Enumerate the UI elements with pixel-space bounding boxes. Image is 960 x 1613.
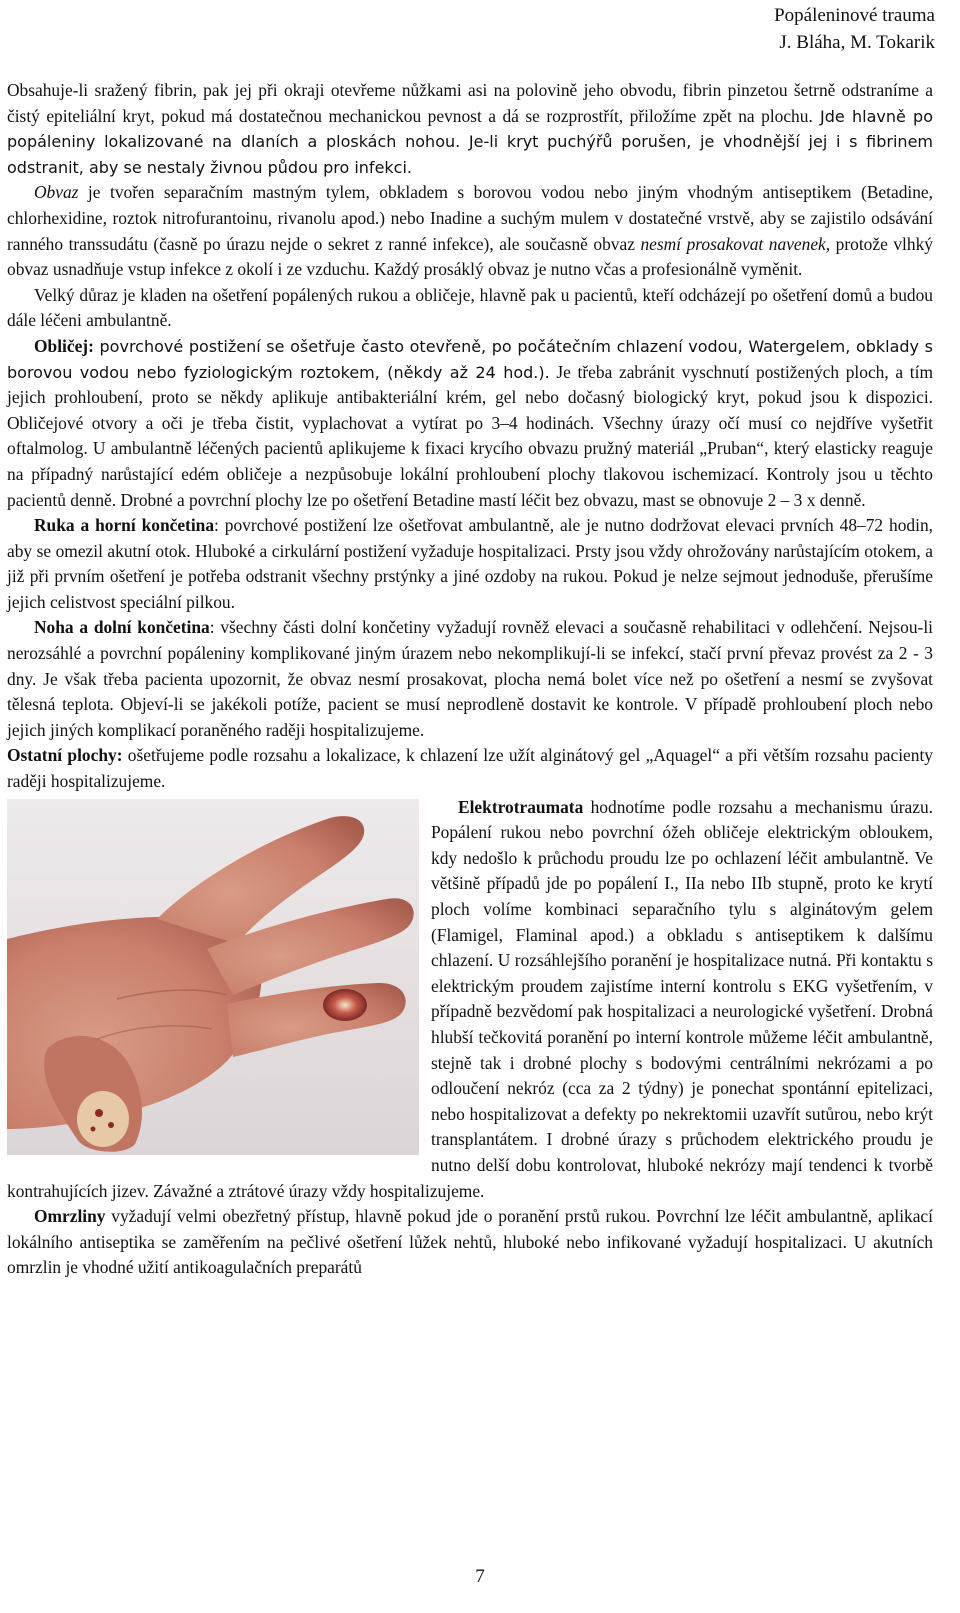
heading-frostbite: Omrzliny	[34, 1206, 106, 1227]
paragraph-text: ošetřujeme podle rozsahu a lokalizace, k chlazení lze užít alginátový gel „Aquagel“ a při větším rozsahu pacienty raději hospitalizujeme.	[7, 745, 933, 792]
paragraph-hands-face: Velký důraz je kladen na ošetření popálených rukou a obličeje, hlavně pak u pacientů, kteří odcházejí po ošetření domů a budou dále léčeni ambulantně.	[7, 284, 933, 331]
paragraph-text-sans: Jde hlavně po popáleniny lokalizované na dlaních a ploskách nohou. Je-li kryt puchýřů porušen, je vhodnější jej i s fibrinem odstranit, aby se nestaly živnou půdou pro infekci.	[7, 106, 934, 177]
heading-other: Ostatní plochy:	[7, 745, 123, 766]
paragraph-dressing	[7, 180, 933, 282]
header-authors: J. Bláha, M. Tokarik	[779, 32, 935, 53]
heading-hand: Ruka a horní končetina	[34, 515, 215, 536]
page-number: 7	[475, 1566, 485, 1587]
paragraph-fibrin	[7, 78, 933, 180]
heading-electro: Elektrotraumata	[458, 796, 584, 817]
paragraph-text: Je třeba zabránit vyschnutí postižených ploch, a tím jejich prohloubení, proto se někdy aplikuje antibakteriální krém, gel nebo dočasný biologický kryt, pokud jsou k dispozici. Obličejové otvory a oči je třeba čistit, vyplachovat a vytírat po 3–4 hodinách. Všechny úrazy očí musí co nejdříve vyšetřit oftalmolog. U ambulantně léčených pacientů aplikujeme k fixaci krycího obvazu pružný materiál „Pruban“, který elasticky reaguje na případný narůstající edém obličeje a nezpůsobuje lokální prohloubení plochy tlakovou ischemizací. Kontroly jsou u těchto pacientů denně. Drobné a povrchní plochy lze po ošetření Betadine mastí léčit bez obvazu, mast se obnovuje 2 – 3 x denně.	[7, 361, 933, 510]
paragraph-face	[7, 334, 933, 513]
paragraph-text: je tvořen separačním mastným tylem, obkladem s borovou vodou nebo jiným vhodným antiseptikem (Betadine, chlorhexidine, roztok nitrofurantoinu, rivanolu apod.) nebo Inadine a suchým mulem v dostatečné vrstvě, aby se zajistilo odsávání ranného transsudátu (časně po úrazu nejde o sekret z ranné infekce), ale současně obvaz	[7, 182, 933, 254]
term-obvaz: Obvaz	[34, 182, 79, 203]
paragraph-text: hodnotíme podle rozsahu a mechanismu úrazu. Popálení rukou nebo povrchní óžeh obličeje elektrickým obloukem, kdy nedošlo k průchodu proudu lze po ochlazení léčit ambulantně. Ve většině případů jde po popálení I., IIa nebo IIb stupně, proto ke krytí ploch volíme kombinaci separačního tylu s alginátovým gelem (Flamigel, Flaminal apod.) a obkladu s antiseptikem k dalšímu chlazení. U rozsáhlejšího poranění je hospitalizace nutná. Při kontaktu s elektrickým proudem zajistíme interní kontrolu s EKG vyšetřením, v případně bezvědomí pak hospitalizaci a neurologické vyšetření. Drobná hlubší tečkovitá poranění po interní kontrole můžeme léčit ambulantně, stejně tak i drobné plochy s bodovými centrálními nekrózami a po odloučení nekróz (cca za 2 týdny) je ponechat spontánní epitelizaci, nebo hospitalizovat a defekty po nekrektomii uzavřít sutůrou, nebo krýt transplantátem. I drobné úrazy s průchodem elektrického proudu je nutno delší dobu kontrolovat, hluboké nekrózy mají tendenci k tvorbě kontrahujících jizev. Závažné a ztrátové úrazy vždy hospitalizujeme.	[7, 796, 933, 1201]
paragraph-text: Obsahuje-li sražený fibrin, pak jej při okraji otevřeme nůžkami asi na polovině jeho obvodu, fibrin pinzetou šetrně odstraníme a čistý epiteliální kryt, pokud má dostatečnou mechanickou pevnost a dá se rozprostřít, přiložíme zpět na plochu.	[7, 80, 933, 126]
running-header	[774, 2, 935, 56]
paragraph-text: vyžadují velmi obezřetný přístup, hlavně pokud jde o poranění prstů rukou. Povrchní lze léčit ambulantně, aplikací lokálního antiseptika se zaměřením na pečlivé ošetření lůžek nehtů, hluboké nebo infikované vyžadují hospitalizaci. U akutních omrzlin je vhodné užití antikoagulačních preparátů	[7, 1206, 933, 1278]
paragraph-hand	[7, 513, 933, 615]
paragraph-frostbite	[7, 1204, 933, 1281]
paragraph-text: : povrchové postižení lze ošetřovat ambulantně, ale je nutno dodržovat elevaci prvních 48–72 hodin, aby se omezil akutní otok. Hluboké a cirkulární postižení vyžaduje hospitalizaci. Prsty jsou vždy ohrožovány narůstajícím otokem, a již při prvním ošetření je potřeba odstranit všechny prstýnky a jiné ozdoby na rukou. Pokud je nelze sejmout jednoduše, přerušíme jejich celistvost speciální pilkou.	[7, 515, 933, 612]
hand-burn-photo	[7, 799, 419, 1155]
paragraph-text: protože vlhký obvaz usnadňuje vstup infekce z okolí i ze vzduchu. Každý prosáklý obvaz je nutno včas a profesionálně vyměnit.	[7, 233, 933, 280]
paragraph-other	[7, 743, 933, 794]
heading-face: Obličej:	[34, 335, 94, 356]
paragraph-text: : všechny části dolní končetiny vyžadují rovněž elevaci a současně rehabilitaci v odlehčení. Nejsou-li nerozsáhlé a povrchní popáleniny komplikované jiným úrazem nebo nekomplikují-li se infekcí, stačí první převaz provést za 2 - 3 dny. Je však třeba pacienta upozornit, že obvaz nesmí prosakovat, plocha nemá bolet více než po ošetření a nesmí se zvyšovat tělesná teplota. Objeví-li se jakékoli potíže, pacient se musí neprodleně dostavit ke kontrole. V případě prohloubení ploch nebo jejich jiných komplikací poraněného raději hospitalizujeme.	[7, 617, 933, 740]
emphasis-text: nesmí prosakovat navenek,	[640, 233, 831, 254]
heading-leg: Noha a dolní končetina	[34, 617, 210, 638]
header-title: Popáleninové trauma	[774, 5, 935, 26]
paragraph-text-sans: povrchové postižení se ošetřuje často otevřeně, po počátečním chlazení vodou, Watergelem, obklady s borovou vodou nebo fyziologickým roztokem, (někdy až 24 hod.).	[7, 336, 933, 382]
page-body	[7, 78, 933, 1281]
paragraph-leg	[7, 615, 933, 743]
